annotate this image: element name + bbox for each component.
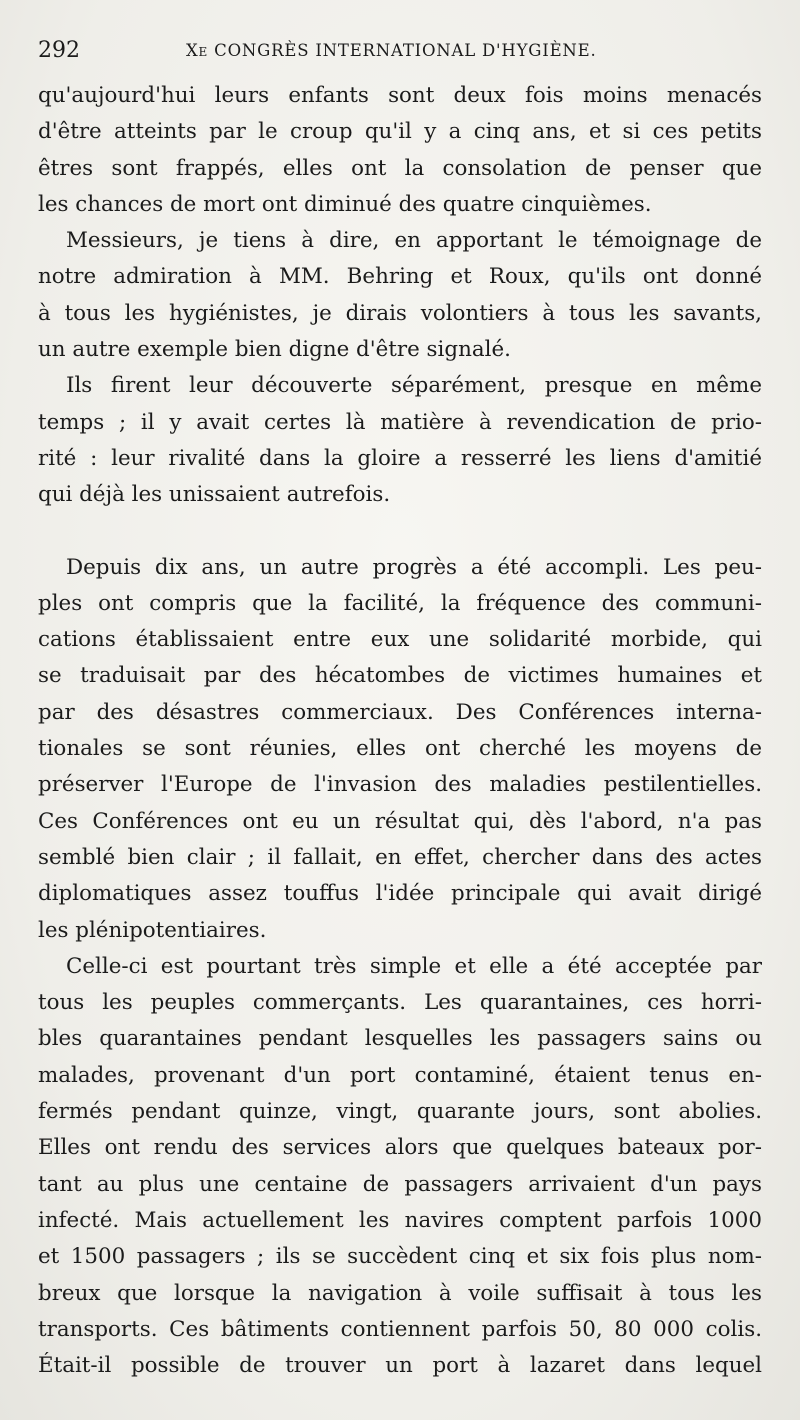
text-line: Ces Conférences ont eu un résultat qui, dès l'abord, n'a pas [38, 808, 762, 834]
page-number: 292 [38, 38, 80, 63]
text-line: diplomatiques assez touffus l'idée principale qui avait dirigé [38, 881, 762, 907]
text-line: se traduisait par des hécatombes de victimes humaines et [38, 663, 762, 689]
text-line: fermés pendant quinze, vingt, quarante jours, sont abolies. [38, 1099, 762, 1125]
paragraph [38, 368, 762, 513]
paragraph [38, 78, 762, 223]
text-line: Celle-ci est pourtant très simple et elle a été acceptée par [66, 953, 762, 979]
text-line: temps ; il y avait certes là matière à revendication de prio- [38, 409, 762, 435]
text-line: semblé bien clair ; il fallait, en effet, chercher dans des actes [38, 844, 762, 870]
text-line: tionales se sont réunies, elles ont cherché les moyens de [38, 736, 762, 762]
paragraph [38, 949, 762, 1385]
text-line: Elles ont rendu des services alors que quelques bateaux por- [38, 1135, 762, 1161]
section-gap [38, 514, 762, 550]
text-line: qui déjà les unissaient autrefois. [38, 482, 391, 508]
text-line: breux que lorsque la navigation à voile suffisait à tous les [38, 1280, 762, 1306]
text-line: cations établissaient entre eux une solidarité morbide, qui [38, 627, 762, 653]
text-line: et 1500 passagers ; ils se succèdent cinq et six fois plus nom- [38, 1244, 762, 1270]
text-line: transports. Ces bâtiments contiennent parfois 50, 80 000 colis. [38, 1316, 762, 1342]
text-line: rité : leur rivalité dans la gloire a resserré les liens d'amitié [38, 445, 762, 471]
text-line: les plénipotentiaires. [38, 917, 267, 943]
text-line: par des désastres commerciaux. Des Conférences interna- [38, 699, 762, 725]
text-line: d'être atteints par le croup qu'il y a cinq ans, et si ces petits [38, 119, 762, 145]
text-line: qu'aujourd'hui leurs enfants sont deux fois moins menacés [38, 83, 762, 108]
text-line: tant au plus une centaine de passagers arrivaient d'un pays [38, 1171, 762, 1197]
text-line: un autre exemple bien digne d'être signalé. [38, 337, 511, 363]
page-body [38, 78, 762, 1384]
text-line: bles quarantaines pendant lesquelles les passagers sains ou [38, 1026, 762, 1052]
text-line: Ils firent leur découverte séparément, presque en même [66, 373, 762, 399]
text-line: Depuis dix ans, un autre progrès a été accompli. Les peu- [66, 554, 762, 580]
paragraph [38, 550, 762, 949]
text-line: à tous les hygiénistes, je dirais volontiers à tous les savants, [38, 300, 762, 326]
text-line: préserver l'Europe de l'invasion des maladies pestilentielles. [38, 772, 762, 798]
text-line: tous les peuples commerçants. Les quarantaines, ces horri- [38, 990, 762, 1016]
text-line: ples ont compris que la facilité, la fréquence des communi- [38, 590, 762, 616]
text-line: notre admiration à MM. Behring et Roux, qu'ils ont donné [38, 264, 762, 290]
text-line: infecté. Mais actuellement les navires comptent parfois 1000 [38, 1207, 762, 1233]
text-line: êtres sont frappés, elles ont la consolation de penser que [38, 155, 762, 181]
text-line: Messieurs, je tiens à dire, en apportant le témoignage de [66, 228, 762, 254]
text-line: Était-il possible de trouver un port à lazaret dans lequel [38, 1353, 762, 1379]
running-head: Xe CONGRÈS INTERNATIONAL D'HYGIÈNE. [186, 41, 597, 60]
paragraph [38, 223, 762, 368]
page-header [38, 38, 760, 68]
text-line: les chances de mort ont diminué des quatre cinquièmes. [38, 191, 652, 217]
text-line: malades, provenant d'un port contaminé, étaient tenus en- [38, 1062, 762, 1088]
